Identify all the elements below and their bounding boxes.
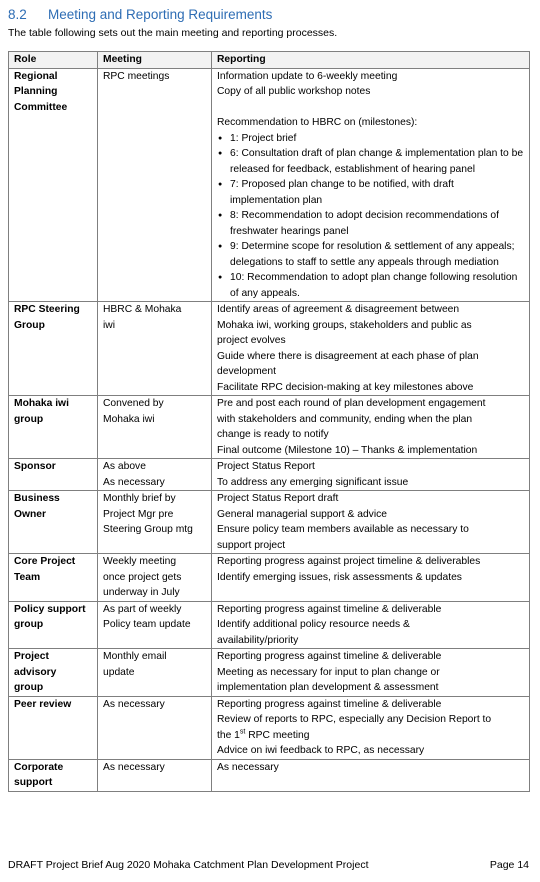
- reporting-cell: Project Status Report draft General managerial support & advice Ensure policy team members available as necessary to support project: [212, 491, 530, 554]
- role-cell: Policy support group: [9, 601, 98, 649]
- column-header-role: Role: [9, 52, 98, 69]
- list-item: ● 1: Project brief: [217, 131, 525, 147]
- table-row: [9, 302, 530, 396]
- list-item: ● 10: Recommendation to adopt plan change following resolution of any appeals.: [217, 270, 525, 301]
- list-item: ● 6: Consultation draft of plan change & implementation plan to be released for feedback, establishment of hearing panel: [217, 146, 525, 177]
- meeting-cell: Convened by Mohaka iwi: [98, 396, 212, 459]
- meeting-cell: HBRC & Mohaka iwi: [98, 302, 212, 396]
- meeting-reporting-table: [8, 51, 530, 792]
- table-row: [9, 601, 530, 649]
- meeting-cell: As necessary: [98, 696, 212, 759]
- meeting-cell: Monthly email update: [98, 649, 212, 697]
- list-item: ● 8: Recommendation to adopt decision recommendations of freshwater hearings panel: [217, 208, 525, 239]
- table-row: [9, 554, 530, 602]
- table-row: [9, 68, 530, 302]
- reporting-cell: Reporting progress against timeline & deliverable Review of reports to RPC, especially any Decision Report to the 1st RPC meeting Advice on iwi feedback to RPC, as necessary: [212, 696, 530, 759]
- meeting-cell: As above As necessary: [98, 459, 212, 491]
- reporting-cell: Information update to 6-weekly meeting Copy of all public workshop notes Recommendation to HBRC on (milestones): ● 1: Project brief ● 6: Consultation draft of plan change & implementation plan to be released for feedback, establishment of hearing panel ● 7: Proposed plan change to be notified, with draft implementation plan ● 8: Recommendation to adopt decision recommendations of freshwater hearings panel ● 9: Determine scope for resolution & settlement of any appeals; delegations to staff to settle any appeals through mediation ● 10: Recommendation to adopt plan change following resolution of any appeals.: [212, 68, 530, 302]
- reporting-cell: Reporting progress against timeline & deliverable Meeting as necessary for input to plan change or implementation plan development & assessment: [212, 649, 530, 697]
- role-cell: Project advisory group: [9, 649, 98, 697]
- reporting-cell: Project Status Report To address any emerging significant issue: [212, 459, 530, 491]
- footer-document-title: DRAFT Project Brief Aug 2020 Mohaka Catchment Plan Development Project: [8, 859, 369, 871]
- meeting-cell: Weekly meeting once project gets underway in July: [98, 554, 212, 602]
- table-row: [9, 649, 530, 697]
- table-row: [9, 696, 530, 759]
- column-header-reporting: Reporting: [212, 52, 530, 69]
- reporting-cell: Reporting progress against project timeline & deliverables Identify emerging issues, risk assessments & updates: [212, 554, 530, 602]
- table-row: [9, 459, 530, 491]
- reporting-cell: As necessary: [212, 759, 530, 791]
- meeting-cell: As part of weekly Policy team update: [98, 601, 212, 649]
- role-cell: RPC Steering Group: [9, 302, 98, 396]
- footer-page-number: Page 14: [489, 859, 529, 871]
- list-item: ● 9: Determine scope for resolution & settlement of any appeals; delegations to staff to settle any appeals through mediation: [217, 239, 525, 270]
- list-item: ● 7: Proposed plan change to be notified, with draft implementation plan: [217, 177, 525, 208]
- reporting-cell: Reporting progress against timeline & deliverable Identify additional policy resource needs & availability/priority: [212, 601, 530, 649]
- role-cell: Sponsor: [9, 459, 98, 491]
- section-number: 8.2: [8, 7, 27, 22]
- section-intro: The table following sets out the main meeting and reporting processes.: [8, 27, 338, 39]
- table-header-row: [9, 52, 530, 69]
- role-cell: Mohaka iwi group: [9, 396, 98, 459]
- meeting-cell: Monthly brief by Project Mgr pre Steering Group mtg: [98, 491, 212, 554]
- section-heading: [8, 7, 272, 22]
- meeting-cell: RPC meetings: [98, 68, 212, 302]
- role-cell: Corporate support: [9, 759, 98, 791]
- section-title: Meeting and Reporting Requirements: [48, 7, 273, 22]
- table-row: [9, 491, 530, 554]
- reporting-cell: Pre and post each round of plan development engagement with stakeholders and community, ending when the plan change is ready to notify Final outcome (Milestone 10) – Thanks & implementation: [212, 396, 530, 459]
- table-row: [9, 759, 530, 791]
- role-cell: Business Owner: [9, 491, 98, 554]
- role-cell: Core Project Team: [9, 554, 98, 602]
- reporting-cell: Identify areas of agreement & disagreement between Mohaka iwi, working groups, stakeholders and public as project evolves Guide where there is disagreement at each phase of plan development Facilitate RPC decision-making at key milestones above: [212, 302, 530, 396]
- milestone-list: [217, 131, 525, 302]
- role-cell: Regional Planning Committee: [9, 68, 98, 302]
- column-header-meeting: Meeting: [98, 52, 212, 69]
- role-cell: Peer review: [9, 696, 98, 759]
- table-row: [9, 396, 530, 459]
- meeting-cell: As necessary: [98, 759, 212, 791]
